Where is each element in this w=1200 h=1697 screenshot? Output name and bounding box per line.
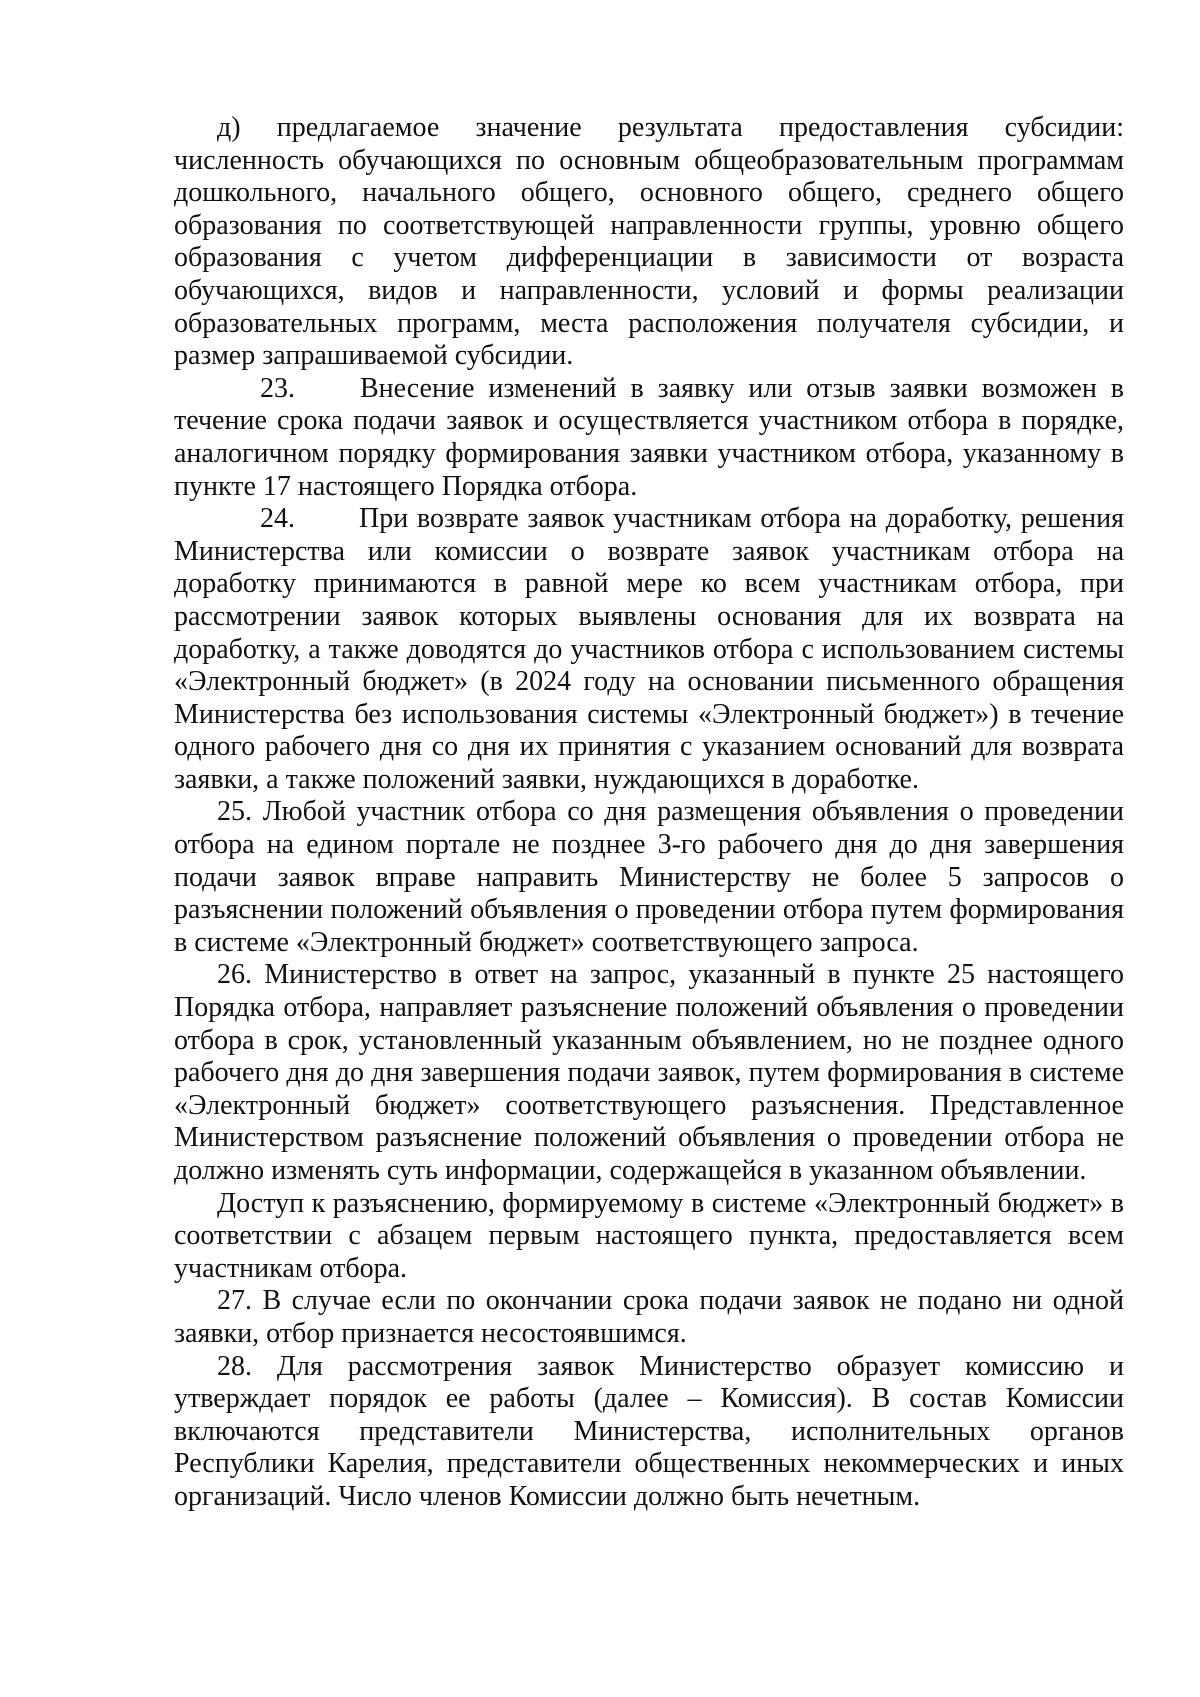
paragraph-number: 24. bbox=[260, 503, 295, 535]
paragraph-text: 25. Любой участник отбора со дня размещения объявления о проведении отбора на едином портале не позднее 3-го рабочего дня до дня завершения подачи заявок вправе направить Министерству не более 5 запросов о разъяснении положений объявления о проведении отбора путем формирования в системе «Электронный бюджет» соответствующего запроса. bbox=[174, 796, 1124, 958]
paragraph-27 bbox=[174, 1285, 1124, 1350]
paragraph-25 bbox=[174, 796, 1124, 959]
paragraph-text: 28. Для рассмотрения заявок Министерство образует комиссию и утверждает порядок ее работы (далее – Комиссия). В состав Комиссии включаются представители Министерства, исполнительных органов Республики Карелия, представители общественных некоммерческих и иных организаций. Число членов Комиссии должно быть нечетным. bbox=[174, 1350, 1124, 1512]
paragraph-text: Доступ к разъяснению, формируемому в системе «Электронный бюджет» в соответствии с абзацем первым настоящего пункта, предоставляется всем участникам отбора. bbox=[174, 1187, 1124, 1284]
paragraph-28 bbox=[174, 1351, 1124, 1514]
paragraph-23 bbox=[174, 373, 1124, 503]
paragraph-26-access bbox=[174, 1188, 1124, 1286]
paragraph-24 bbox=[174, 503, 1124, 796]
paragraph-text: д) предлагаемое значение результата предоставления субсидии: численность обучающихся по основным общеобразовательным программам дошкольного, начального общего, основного общего, среднего общего образования по соответствующей направленности группы, уровню общего образования с учетом дифференциации в зависимости от возраста обучающихся, видов и направленности, условий и формы реализации образовательных программ, места расположения получателя субсидии, и размер запрашиваемой субсидии. bbox=[174, 112, 1124, 372]
paragraph-26 bbox=[174, 959, 1124, 1187]
paragraph-text: 27. В случае если по окончании срока подачи заявок не подано ни одной заявки, отбор признается несостоявшимся. bbox=[174, 1285, 1124, 1349]
paragraph-text: При возврате заявок участникам отбора на доработку, решения Министерства или комиссии о возврате заявок участникам отбора на доработку принимаются в равной мере ко всем участникам отбора, при рассмотрении заявок которых выявлены основания для их возврата на доработку, а также доводятся до участников отбора с использованием системы «Электронный бюджет» (в 2024 году на основании письменного обращения Министерства без использования системы «Электронный бюджет») в течение одного рабочего дня со дня их принятия с указанием оснований для возврата заявки, а также положений заявки, нуждающихся в доработке. bbox=[174, 503, 1124, 795]
paragraph-text: Внесение изменений в заявку или отзыв заявки возможен в течение срока подачи заявок и осуществляется участником отбора в порядке, аналогичном порядку формирования заявки участником отбора, указанному в пункте 17 настоящего Порядка отбора. bbox=[174, 372, 1124, 502]
paragraph-text: 26. Министерство в ответ на запрос, указанный в пункте 25 настоящего Порядка отбора, направляет разъяснение положений объявления о проведении отбора в срок, установленный указанным объявлением, но не позднее одного рабочего дня до дня завершения подачи заявок, путем формирования в системе «Электронный бюджет» соответствующего разъяснения. Представленное Министерством разъяснение положений объявления о проведении отбора не должно изменять суть информации, содержащейся в указанном объявлении. bbox=[174, 959, 1124, 1186]
paragraph-number: 23. bbox=[260, 372, 295, 404]
paragraph-item-d bbox=[174, 112, 1124, 373]
document-page bbox=[174, 112, 1124, 1514]
